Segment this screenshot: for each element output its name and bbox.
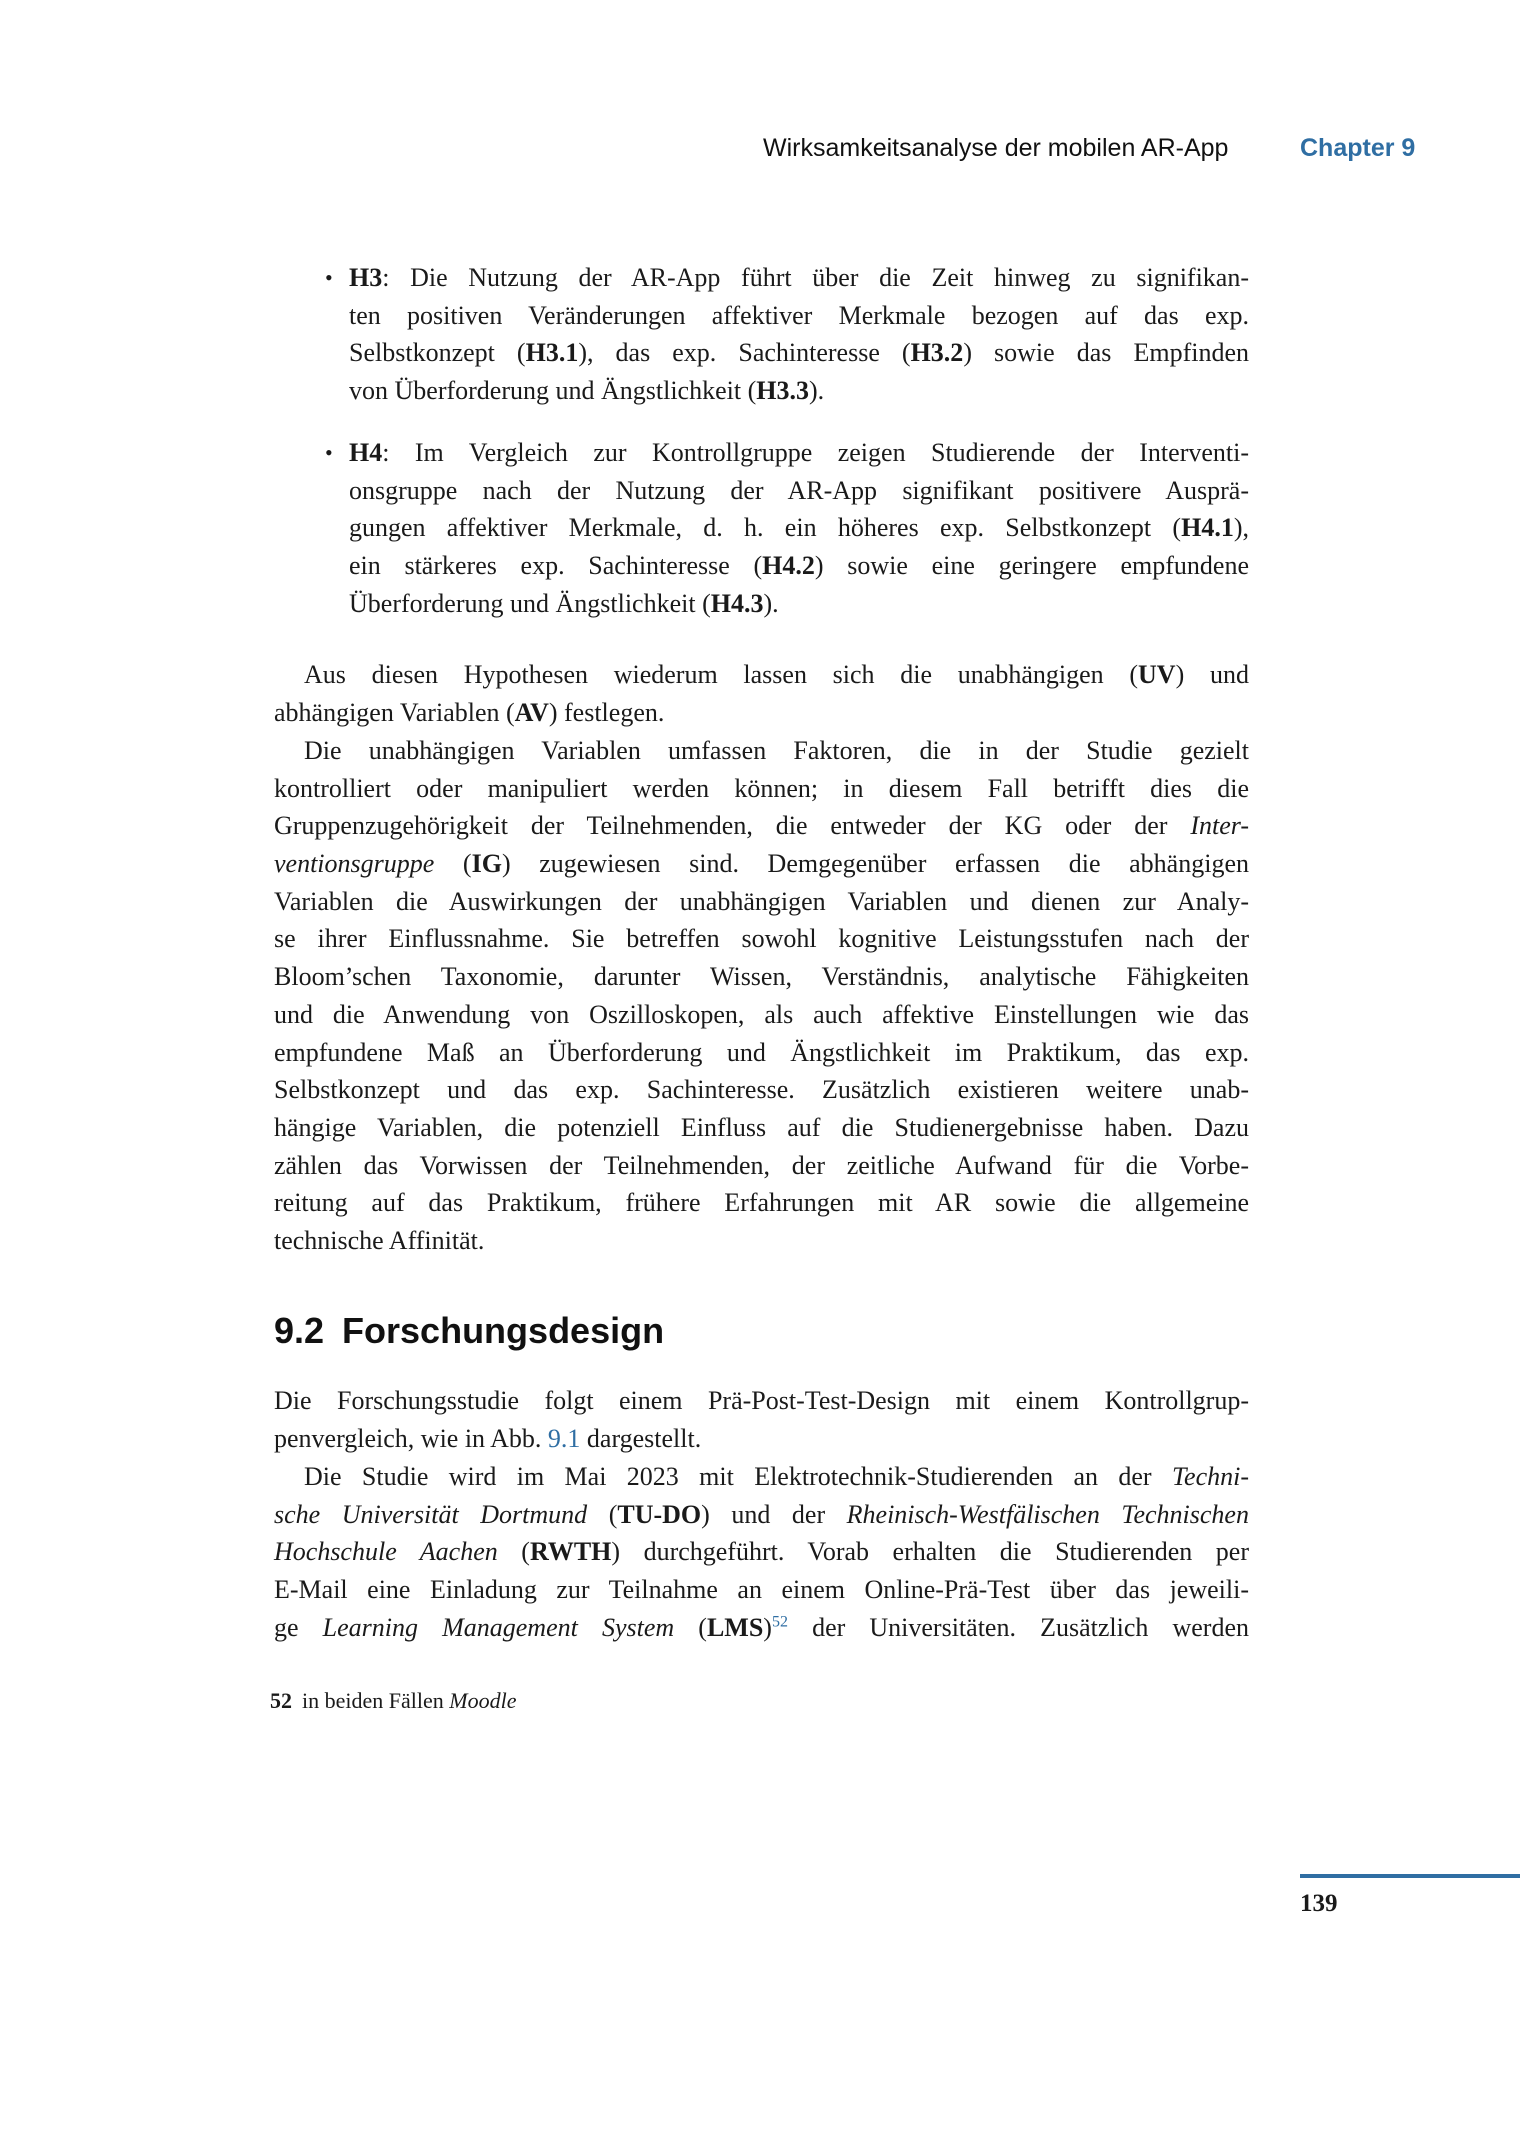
text-run: ) und der — [701, 1499, 847, 1529]
chapter-label: Chapter 9 — [1300, 134, 1416, 162]
text-run: Gruppenzugehörigkeit der Teilnehmenden, die entweder der KG oder der — [274, 811, 1191, 841]
footnote-number: 52 — [270, 1688, 292, 1713]
text-run: ) sowie eine geringere empfundene — [814, 551, 1249, 581]
bold-term: H4.3 — [710, 588, 764, 618]
bold-term: AV — [514, 697, 549, 727]
text-run: ( — [674, 1612, 707, 1642]
text-run: ) festlegen. — [548, 697, 665, 727]
section-title: Forschungsdesign — [342, 1310, 665, 1351]
bold-term: LMS — [706, 1612, 764, 1642]
text-run: Variablen die Auswirkungen der unabhängigen Variablen und dienen zur Analy- — [274, 886, 1249, 916]
text-run: ). — [763, 588, 779, 618]
text-run: Bloom’schen Taxonomie, darunter Wissen, Verständnis, analytische Fähigkeiten — [274, 962, 1249, 992]
text-run: Die unabhängigen Variablen umfassen Faktoren, die in der Studie gezielt — [304, 736, 1249, 765]
text-run: ) und — [1175, 660, 1249, 689]
text-run: ) durchgeführt. Vorab erhalten die Studierenden per — [611, 1537, 1249, 1567]
bold-term: IG — [471, 849, 502, 879]
text-line — [274, 1034, 1249, 1072]
text-line — [274, 1533, 1249, 1571]
text-line — [274, 1071, 1249, 1109]
page-number: 139 — [1300, 1890, 1338, 1917]
text-run: ge — [274, 1612, 323, 1642]
text-line — [349, 547, 1249, 585]
text-run: dargestellt. — [580, 1423, 702, 1453]
footer-rule — [1300, 1874, 1520, 1878]
text-run: Die Forschungsstudie folgt einem Prä-Post-Test-Design mit einem Kontrollgrup- — [274, 1386, 1249, 1415]
text-run: reitung auf das Praktikum, frühere Erfahrungen mit AR sowie die allgemeine — [274, 1188, 1249, 1218]
bold-term: H3.2 — [910, 338, 964, 368]
text-line — [274, 1458, 1249, 1496]
text-run: hängige Variablen, die potenziell Einfluss auf die Studienergebnisse haben. Dazu — [274, 1112, 1249, 1142]
text-line — [349, 259, 1249, 297]
paragraph-design-intro — [274, 1382, 1249, 1457]
text-run: ( — [497, 1537, 530, 1567]
text-run: ), — [1233, 513, 1249, 543]
text-line — [274, 845, 1249, 883]
text-run: ) sowie das Empfinden — [963, 338, 1249, 368]
bold-term: H4 — [349, 438, 383, 467]
text-line — [274, 1184, 1249, 1222]
text-line — [274, 1496, 1249, 1534]
text-line — [274, 770, 1249, 808]
text-line — [274, 732, 1249, 770]
text-run: der Universitäten. Zusätzlich werden — [787, 1612, 1249, 1642]
text-run: E-Mail eine Einladung zur Teilnahme an einem Online-Prä-Test über das jeweili- — [274, 1575, 1249, 1605]
text-run: zählen das Vorwissen der Teilnehmenden, der zeitliche Aufwand für die Vorbe- — [274, 1150, 1249, 1180]
text-run: Selbstkonzept und das exp. Sachinteresse. Zusätzlich existieren weitere unab- — [274, 1075, 1249, 1105]
text-line — [274, 1420, 1249, 1458]
italic-term: Techni- — [1171, 1462, 1249, 1491]
text-run: ) zugewiesen sind. Demgegenüber erfassen die abhängigen — [501, 849, 1249, 879]
bold-term: H3.3 — [756, 376, 809, 406]
text-line — [274, 694, 1249, 732]
section-heading — [274, 1310, 682, 1352]
text-line — [349, 372, 1249, 410]
bold-term: H4.2 — [762, 551, 815, 581]
text-run: ten positiven Veränderungen affektiver Merkmale bezogen auf das exp. — [349, 300, 1249, 330]
bold-term: TU-DO — [617, 1499, 702, 1529]
text-run: gungen affektiver Merkmale, d. h. ein höheres exp. Selbstkonzept ( — [349, 513, 1182, 543]
text-line — [274, 807, 1249, 845]
text-run: ), das exp. Sachinteresse ( — [578, 338, 911, 368]
bullet-icon: • — [325, 440, 333, 465]
text-line — [349, 509, 1249, 547]
text-run: empfundene Maß an Überforderung und Ängstlichkeit im Praktikum, das exp. — [274, 1037, 1249, 1067]
bullet-icon: • — [325, 265, 333, 290]
text-run: : Die Nutzung der AR-App führt über die Zeit hinweg zu signifikan- — [382, 263, 1249, 292]
bold-term: H3.1 — [525, 338, 579, 368]
italic-term: Learning Management System — [322, 1612, 675, 1642]
text-line — [274, 920, 1249, 958]
bold-term: UV — [1138, 660, 1176, 689]
italic-term: ventionsgruppe — [274, 849, 435, 879]
italic-term: Hochschule Aachen — [274, 1537, 498, 1567]
text-run: ). — [808, 376, 825, 406]
footnote-reference-link[interactable]: 52 — [771, 1613, 788, 1631]
italic-term: sche Universität Dortmund — [274, 1499, 588, 1529]
hypothesis-h4-item — [325, 434, 1249, 622]
bold-term: H4.1 — [1181, 513, 1234, 543]
text-run: technische Affinität. — [274, 1225, 485, 1255]
text-line — [274, 1571, 1249, 1609]
text-line — [349, 297, 1249, 335]
text-line — [274, 1222, 1249, 1260]
text-line — [274, 1609, 1249, 1647]
italic-term: Rheinisch-Westfälischen Technischen — [846, 1499, 1249, 1529]
text-run: ( — [434, 849, 472, 879]
figure-reference-link[interactable]: 9.1 — [547, 1423, 581, 1453]
footnote — [270, 1688, 516, 1714]
text-line — [274, 1147, 1249, 1185]
text-run: onsgruppe nach der Nutzung der AR-App signifikant positivere Ausprä- — [349, 475, 1249, 505]
paragraph-study-details — [274, 1458, 1249, 1646]
text-run: penvergleich, wie in Abb. — [274, 1423, 548, 1453]
text-run: Überforderung und Ängstlichkeit ( — [349, 588, 711, 618]
italic-term: Inter- — [1190, 811, 1249, 841]
text-line — [349, 585, 1249, 623]
text-run: von Überforderung und Ängstlichkeit ( — [349, 376, 757, 406]
text-run: ( — [587, 1499, 618, 1529]
text-run: ein stärkeres exp. Sachinteresse ( — [349, 551, 763, 581]
text-run: Die Studie wird im Mai 2023 mit Elektrotechnik-Studierenden an der — [304, 1462, 1172, 1491]
text-line — [274, 958, 1249, 996]
text-line — [274, 1109, 1249, 1147]
text-run: : Im Vergleich zur Kontrollgruppe zeigen Studierende der Interventi- — [382, 438, 1249, 467]
text-line — [349, 472, 1249, 510]
text-line — [274, 883, 1249, 921]
section-number: 9.2 — [274, 1310, 325, 1351]
text-run: Aus diesen Hypothesen wiederum lassen sich die unabhängigen ( — [304, 660, 1139, 689]
paragraph-variables-detail — [274, 732, 1249, 1260]
text-line — [274, 1382, 1249, 1420]
bold-term: H3 — [349, 263, 383, 292]
text-run: kontrolliert oder manipuliert werden können; in diesem Fall betrifft dies die — [274, 773, 1249, 803]
text-run: und die Anwendung von Oszilloskopen, als auch affektive Einstellungen wie das — [274, 999, 1249, 1029]
footnote-text: in beiden Fällen — [302, 1688, 450, 1713]
text-line — [274, 656, 1249, 694]
text-line — [274, 996, 1249, 1034]
text-run: Selbstkonzept ( — [349, 338, 526, 368]
text-line — [349, 434, 1249, 472]
bold-term: RWTH — [529, 1537, 612, 1567]
running-title: Wirksamkeitsanalyse der mobilen AR-App — [763, 134, 1229, 162]
footnote-italic: Moodle — [449, 1688, 517, 1713]
paragraph-variables-intro — [274, 656, 1249, 731]
text-run: se ihrer Einflussnahme. Sie betreffen sowohl kognitive Leistungsstufen nach der — [274, 924, 1249, 954]
text-run: ) — [763, 1612, 772, 1642]
text-line — [349, 334, 1249, 372]
hypothesis-h3-item — [325, 259, 1249, 410]
text-run: abhängigen Variablen ( — [274, 697, 515, 727]
